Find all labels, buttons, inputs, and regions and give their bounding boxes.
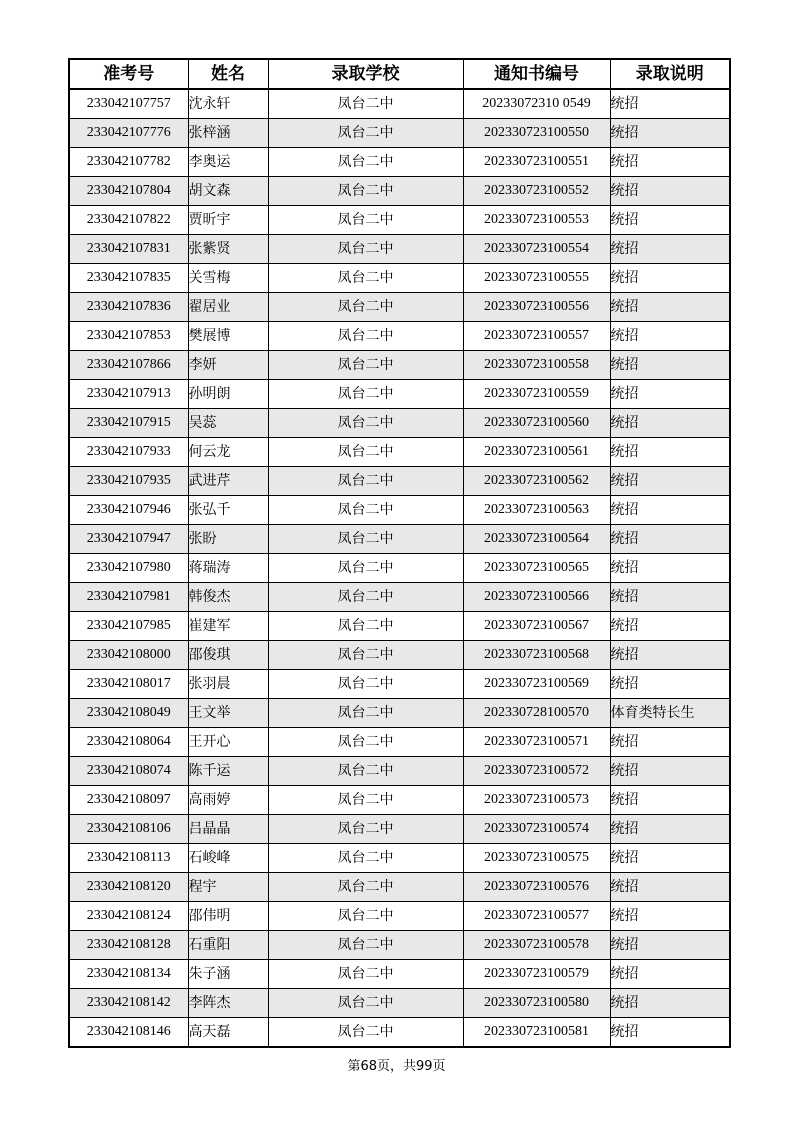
table-row [69,554,730,583]
cell-school: 凤台二中 [268,844,463,873]
cell-admission-note: 统招 [610,554,730,583]
cell-admission-note: 体育类特长生 [610,699,730,728]
cell-exam-id: 233042108000 [69,641,188,670]
cell-name: 崔建军 [188,612,268,641]
cell-exam-id: 233042108064 [69,728,188,757]
cell-exam-id: 233042108074 [69,757,188,786]
cell-exam-id: 233042107946 [69,496,188,525]
cell-exam-id: 233042107835 [69,264,188,293]
cell-admission-note: 统招 [610,786,730,815]
table-row [69,757,730,786]
cell-exam-id: 233042107933 [69,438,188,467]
cell-name: 王文举 [188,699,268,728]
cell-exam-id: 233042107776 [69,119,188,148]
cell-school: 凤台二中 [268,1018,463,1048]
table-row [69,322,730,351]
cell-name: 李阵杰 [188,989,268,1018]
cell-notice-number: 202330723100566 [463,583,610,612]
cell-exam-id: 233042107831 [69,235,188,264]
cell-name: 邵伟明 [188,902,268,931]
cell-exam-id: 233042107757 [69,89,188,119]
table-row [69,902,730,931]
cell-school: 凤台二中 [268,177,463,206]
cell-notice-number: 202330723100553 [463,206,610,235]
cell-school: 凤台二中 [268,438,463,467]
cell-admission-note: 统招 [610,264,730,293]
cell-exam-id: 233042107985 [69,612,188,641]
cell-name: 吕晶晶 [188,815,268,844]
table-row [69,786,730,815]
header-notice-number: 通知书编号 [463,59,610,89]
cell-notice-number: 202330723100551 [463,148,610,177]
cell-school: 凤台二中 [268,119,463,148]
cell-school: 凤台二中 [268,89,463,119]
cell-admission-note: 统招 [610,409,730,438]
cell-admission-note: 统招 [610,496,730,525]
cell-school: 凤台二中 [268,235,463,264]
cell-name: 王开心 [188,728,268,757]
cell-school: 凤台二中 [268,351,463,380]
cell-notice-number: 202330723100581 [463,1018,610,1048]
cell-exam-id: 233042108124 [69,902,188,931]
cell-notice-number: 202330723100569 [463,670,610,699]
cell-name: 张羽晨 [188,670,268,699]
cell-name: 樊展博 [188,322,268,351]
cell-school: 凤台二中 [268,786,463,815]
cell-notice-number: 202330723100578 [463,931,610,960]
cell-name: 李奥运 [188,148,268,177]
cell-name: 蒋瑞涛 [188,554,268,583]
table-row [69,873,730,902]
cell-exam-id: 233042107822 [69,206,188,235]
cell-admission-note: 统招 [610,119,730,148]
cell-exam-id: 233042108146 [69,1018,188,1048]
cell-exam-id: 233042107804 [69,177,188,206]
cell-notice-number: 202330723100576 [463,873,610,902]
cell-notice-number: 202330723100575 [463,844,610,873]
table-row [69,1018,730,1048]
cell-admission-note: 统招 [610,351,730,380]
cell-exam-id: 233042108120 [69,873,188,902]
cell-school: 凤台二中 [268,206,463,235]
cell-exam-id: 233042107980 [69,554,188,583]
table-row [69,844,730,873]
cell-school: 凤台二中 [268,148,463,177]
table-row [69,815,730,844]
cell-exam-id: 233042108106 [69,815,188,844]
table-row [69,699,730,728]
cell-admission-note: 统招 [610,960,730,989]
cell-exam-id: 233042107782 [69,148,188,177]
cell-admission-note: 统招 [610,815,730,844]
cell-notice-number: 202330723100557 [463,322,610,351]
header-admission-note: 录取说明 [610,59,730,89]
cell-name: 关雪梅 [188,264,268,293]
table-row [69,293,730,322]
cell-school: 凤台二中 [268,728,463,757]
cell-notice-number: 202330723100552 [463,177,610,206]
cell-school: 凤台二中 [268,496,463,525]
table-row [69,525,730,554]
cell-admission-note: 统招 [610,989,730,1018]
cell-exam-id: 233042107935 [69,467,188,496]
admission-table [68,58,731,1048]
cell-name: 孙明朗 [188,380,268,409]
cell-notice-number: 202330723100577 [463,902,610,931]
table-row [69,409,730,438]
cell-name: 陈千运 [188,757,268,786]
cell-name: 张盼 [188,525,268,554]
cell-name: 武进芹 [188,467,268,496]
page-footer: 第68页，共99页 [347,1059,446,1074]
cell-exam-id: 233042108128 [69,931,188,960]
cell-school: 凤台二中 [268,612,463,641]
cell-notice-number: 202330723100563 [463,496,610,525]
cell-notice-number: 202330723100558 [463,351,610,380]
cell-notice-number: 202330723100556 [463,293,610,322]
cell-admission-note: 统招 [610,380,730,409]
cell-school: 凤台二中 [268,931,463,960]
cell-exam-id: 233042108049 [69,699,188,728]
cell-exam-id: 233042107836 [69,293,188,322]
cell-name: 贾昕宇 [188,206,268,235]
cell-exam-id: 233042108017 [69,670,188,699]
cell-name: 何云龙 [188,438,268,467]
cell-name: 高雨婷 [188,786,268,815]
cell-school: 凤台二中 [268,409,463,438]
cell-school: 凤台二中 [268,380,463,409]
table-row [69,931,730,960]
cell-admission-note: 统招 [610,1018,730,1048]
table-body [69,89,730,1047]
cell-notice-number: 202330723100580 [463,989,610,1018]
cell-admission-note: 统招 [610,757,730,786]
table-row [69,380,730,409]
table-row [69,264,730,293]
cell-school: 凤台二中 [268,641,463,670]
table-row [69,119,730,148]
cell-notice-number: 202330723100565 [463,554,610,583]
cell-school: 凤台二中 [268,525,463,554]
cell-admission-note: 统招 [610,525,730,554]
table-row [69,206,730,235]
cell-notice-number: 202330723100568 [463,641,610,670]
cell-admission-note: 统招 [610,641,730,670]
cell-name: 韩俊杰 [188,583,268,612]
cell-notice-number: 202330723100574 [463,815,610,844]
cell-admission-note: 统招 [610,902,730,931]
cell-exam-id: 233042107915 [69,409,188,438]
cell-name: 沈永轩 [188,89,268,119]
cell-name: 李妍 [188,351,268,380]
cell-exam-id: 233042107981 [69,583,188,612]
cell-admission-note: 统招 [610,844,730,873]
header-school: 录取学校 [268,59,463,89]
cell-admission-note: 统招 [610,89,730,119]
cell-school: 凤台二中 [268,815,463,844]
cell-school: 凤台二中 [268,960,463,989]
cell-admission-note: 统招 [610,206,730,235]
cell-name: 胡文森 [188,177,268,206]
cell-notice-number: 202330723100554 [463,235,610,264]
cell-admission-note: 统招 [610,728,730,757]
cell-notice-number: 202330723100561 [463,438,610,467]
cell-notice-number: 202330723100572 [463,757,610,786]
cell-notice-number: 202330723100560 [463,409,610,438]
cell-notice-number: 202330723100550 [463,119,610,148]
table-row [69,612,730,641]
table-row [69,583,730,612]
table-row [69,670,730,699]
cell-name: 吴蕊 [188,409,268,438]
table-row [69,989,730,1018]
cell-notice-number: 202330723100571 [463,728,610,757]
table-row [69,177,730,206]
cell-admission-note: 统招 [610,438,730,467]
cell-exam-id: 233042107913 [69,380,188,409]
table-header-row [69,59,730,89]
table-row [69,235,730,264]
table-row [69,438,730,467]
cell-name: 邵俊琪 [188,641,268,670]
cell-exam-id: 233042107866 [69,351,188,380]
table-row [69,148,730,177]
table-row [69,467,730,496]
table-row [69,496,730,525]
cell-admission-note: 统招 [610,148,730,177]
cell-name: 翟居业 [188,293,268,322]
cell-name: 张弘千 [188,496,268,525]
cell-school: 凤台二中 [268,322,463,351]
cell-name: 朱子涵 [188,960,268,989]
cell-school: 凤台二中 [268,554,463,583]
cell-notice-number: 202330728100570 [463,699,610,728]
header-name: 姓名 [188,59,268,89]
cell-exam-id: 233042108142 [69,989,188,1018]
cell-notice-number: 202330723100555 [463,264,610,293]
cell-notice-number: 202330723100564 [463,525,610,554]
cell-school: 凤台二中 [268,670,463,699]
cell-notice-number: 202330723100573 [463,786,610,815]
cell-name: 高天磊 [188,1018,268,1048]
cell-admission-note: 统招 [610,670,730,699]
cell-name: 程宇 [188,873,268,902]
header-exam-id: 准考号 [69,59,188,89]
cell-name: 张梓涵 [188,119,268,148]
cell-school: 凤台二中 [268,293,463,322]
cell-school: 凤台二中 [268,902,463,931]
table-row [69,89,730,119]
table-row [69,641,730,670]
cell-name: 石重阳 [188,931,268,960]
cell-school: 凤台二中 [268,989,463,1018]
cell-notice-number: 20233072310 0549 [463,89,610,119]
cell-admission-note: 统招 [610,322,730,351]
cell-notice-number: 202330723100559 [463,380,610,409]
cell-exam-id: 233042108097 [69,786,188,815]
cell-exam-id: 233042107853 [69,322,188,351]
cell-exam-id: 233042107947 [69,525,188,554]
cell-notice-number: 202330723100567 [463,612,610,641]
cell-admission-note: 统招 [610,235,730,264]
cell-notice-number: 202330723100579 [463,960,610,989]
cell-admission-note: 统招 [610,612,730,641]
table-row [69,960,730,989]
table-row [69,728,730,757]
table-row [69,351,730,380]
cell-school: 凤台二中 [268,467,463,496]
cell-school: 凤台二中 [268,757,463,786]
cell-name: 石峻峰 [188,844,268,873]
cell-admission-note: 统招 [610,931,730,960]
cell-admission-note: 统招 [610,293,730,322]
cell-admission-note: 统招 [610,873,730,902]
cell-school: 凤台二中 [268,264,463,293]
cell-admission-note: 统招 [610,467,730,496]
cell-admission-note: 统招 [610,177,730,206]
cell-school: 凤台二中 [268,873,463,902]
cell-exam-id: 233042108134 [69,960,188,989]
cell-notice-number: 202330723100562 [463,467,610,496]
cell-school: 凤台二中 [268,583,463,612]
cell-admission-note: 统招 [610,583,730,612]
cell-exam-id: 233042108113 [69,844,188,873]
cell-school: 凤台二中 [268,699,463,728]
cell-name: 张紫贤 [188,235,268,264]
